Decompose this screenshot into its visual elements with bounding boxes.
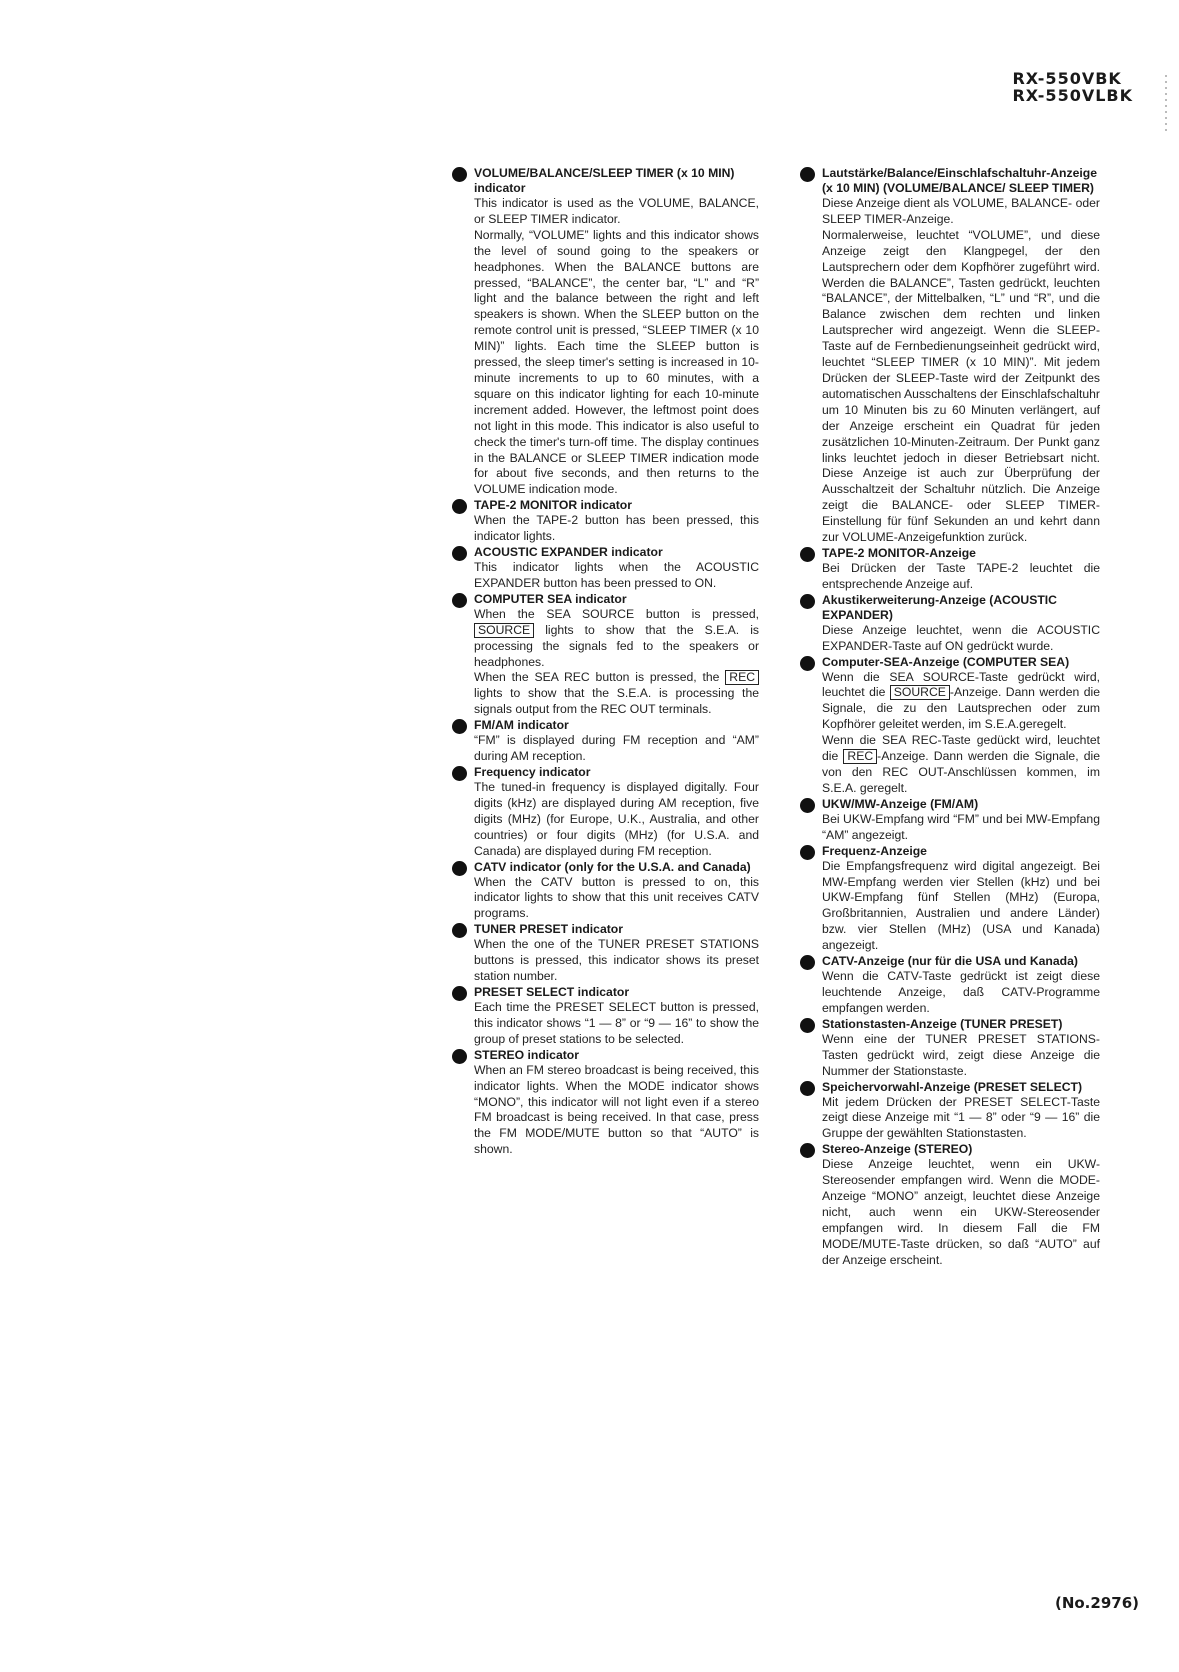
item-text: Normalerweise, leuchtet “VOLUME”, und diese Anzeige zeigt den Klangpegel, der den Lautsprechern oder dem Kopfhörer zugeführt wird. Werden die BALANCE”, Tasten gedrückt, leuchten “BALANCE”, der Mittelbalken, “L” und “R”, und die Balance zwischen dem rechten und linken Lautsprecher wird angezeigt. Wenn die SLEEP-Taste auf de Fernbedienungseinheit gedrückt wird, leuchtet “SLEEP TIMER (x 10 MIN)”. Mit jedem Drücken der SLEEP-Taste wird der Zeitpunkt des automatischen Ausschaltens der Einschlafschaltuhr um 10 Minuten bis zu 60 Minuten verlängert, auf der Anzeige erscheint ein Quadrat für jeden zusätzlichen 10-Minuten-Zeitraum. Der Punkt ganz links leuchtet jedoch in dieser Betriebsart nicht. Diese Anzeige ist auch zur Überprüfung der Ausschaltzeit der Schaltuhr nützlich. Die Anzeige zeigt die BALANCE- oder SLEEP TIMER-Einstellung für fünf Sekunden an und kehrt dann zur VOLUME-Anzeigefunktion zurück. xyxy=(822,227,1100,545)
item-title: CATV-Anzeige (nur für die USA und Kanada) xyxy=(822,954,1078,969)
item-text: When the one of the TUNER PRESET STATIONS buttons is pressed, this indicator shows its preset station number. xyxy=(474,937,759,984)
bullet-icon xyxy=(800,547,815,562)
source-indicator-box: SOURCE xyxy=(890,685,950,700)
item-text: When the CATV button is pressed to on, this indicator lights to show that this unit receives CATV programs. xyxy=(474,874,759,921)
item-text: When the SEA SOURCE button is pressed, xyxy=(474,606,759,621)
bullet-icon xyxy=(800,845,815,860)
item-text: -Anzeige. Dann werden die Signale, die von den REC OUT-Anschlüssen kommen, im S.E.A. geregelt. xyxy=(822,749,1100,795)
item-title: CATV indicator (only for the U.S.A. and Canada) xyxy=(474,859,751,874)
german-column xyxy=(800,166,1100,1269)
en-item-tape2 xyxy=(452,498,759,545)
item-text: lights to show that the S.E.A. is processing the signals fed to the speakers or headphones. xyxy=(474,622,759,669)
item-title: Frequency indicator xyxy=(474,765,591,779)
item-text: The tuned-in frequency is displayed digitally. Four digits (kHz) are displayed during AM reception, five digits (MHz) (for Europe, U.K., Australia, and other countries) or four digits (MHz) (for U.S.A. and Canada) are displayed during FM reception. xyxy=(474,780,759,858)
item-text: Wenn die CATV-Taste gedrückt ist zeigt diese leuchtende Anzeige, daß CATV-Programme empfangen werden. xyxy=(822,969,1100,1015)
edge-marks xyxy=(1165,75,1167,135)
de-item-preset-select xyxy=(800,1080,1100,1143)
bullet-icon xyxy=(452,167,467,182)
item-text: This indicator lights when the ACOUSTIC EXPANDER button has been pressed to ON. xyxy=(474,560,759,590)
en-item-frequency xyxy=(452,765,759,860)
en-item-preset-select xyxy=(452,985,759,1048)
item-title: Lautstärke/Balance/Einschlafschaltuhr-Anzeige (x 10 MIN) (VOLUME/BALANCE/ SLEEP TIMER) xyxy=(822,166,1097,195)
item-text: Each time the PRESET SELECT button is pressed, this indicator shows “1 — 8” or “9 — 16” to show the group of preset stations to be selected. xyxy=(474,999,759,1046)
item-text: Wenn die SEA REC-Taste gedückt wird, leuchtet die xyxy=(822,733,1100,764)
de-item-fmam xyxy=(800,797,1100,844)
item-title: Frequenz-Anzeige xyxy=(822,843,927,858)
item-title: Stereo-Anzeige (STEREO) xyxy=(822,1142,973,1157)
item-text: Diese Anzeige leuchtet, wenn ein UKW-Stereosender empfangen wird. Wenn die MODE-Anzeige “MONO” anzeigt, leuchtet diese Anzeige nicht, auch wenn ein UKW-Stereosender empfangen wird. In diesem Fall die FM MODE/MUTE-Taste drücken, so daß “AUTO” auf der Anzeige erscheint. xyxy=(822,1157,1100,1267)
en-item-catv xyxy=(452,860,759,923)
item-title: COMPUTER SEA indicator xyxy=(474,591,627,606)
model-number xyxy=(1012,70,1133,104)
item-text: lights to show that the S.E.A. is processing the signals output from the REC OUT terminals. xyxy=(474,686,759,717)
en-item-tuner-preset xyxy=(452,922,759,985)
model-line-1: RX-550VBK xyxy=(1012,69,1122,88)
english-column xyxy=(452,166,759,1158)
item-text: Mit jedem Drücken der PRESET SELECT-Taste zeigt diese Anzeige mit “1 — 8” oder “9 — 16” die Gruppe der gewählten Stationstasten. xyxy=(822,1094,1100,1141)
rec-indicator-box: REC xyxy=(725,670,759,685)
bullet-icon xyxy=(452,546,467,561)
item-text: Wenn die SEA SOURCE-Taste gedrückt wird, leuchtet die xyxy=(822,669,1100,700)
page-number: (No.2976) xyxy=(1054,1594,1139,1612)
item-text: Bei Drücken der Taste TAPE-2 leuchtet die entsprechende Anzeige auf. xyxy=(822,560,1100,591)
item-title: TAPE-2 MONITOR-Anzeige xyxy=(822,545,976,560)
item-text: -Anzeige. Dann werden die Signale, die zu den Lautsprechen oder zum Kopfhörer geleitet werden, im S.E.A.geregelt. xyxy=(822,685,1100,732)
bullet-icon xyxy=(452,1049,467,1064)
bullet-icon xyxy=(800,1143,815,1158)
item-title: Stationstasten-Anzeige (TUNER PRESET) xyxy=(822,1016,1063,1031)
item-text: Bei UKW-Empfang wird “FM” und bei MW-Empfang “AM” angezeigt. xyxy=(822,811,1100,842)
de-item-frequency xyxy=(800,844,1100,954)
item-title: UKW/MW-Anzeige (FM/AM) xyxy=(822,796,979,811)
source-indicator-box: SOURCE xyxy=(474,623,534,638)
bullet-icon xyxy=(452,923,467,938)
item-title: TAPE-2 MONITOR indicator xyxy=(474,498,632,513)
de-item-volume xyxy=(800,166,1100,546)
bullet-icon xyxy=(800,1081,815,1096)
item-text: Die Empfangsfrequenz wird digital angezeigt. Bei MW-Empfang werden vier Stellen (kHz) und bei UKW-Empfang fünf Stellen (MHz) (Europa, Großbritannien, Australien und andere Länder) bzw. vier Stellen (MHz) (USA und Kanada) angezeigt. xyxy=(822,858,1100,953)
item-title: Computer-SEA-Anzeige (COMPUTER SEA) xyxy=(822,654,1070,669)
en-item-fmam xyxy=(452,718,759,765)
item-text: Diese Anzeige dient als VOLUME, BALANCE- oder SLEEP TIMER-Anzeige. xyxy=(822,196,1100,226)
de-item-tape2 xyxy=(800,546,1100,593)
bullet-icon xyxy=(452,861,467,876)
item-title: FM/AM indicator xyxy=(474,718,569,733)
de-item-stereo xyxy=(800,1142,1100,1268)
bullet-icon xyxy=(452,593,467,608)
bullet-icon xyxy=(452,766,467,781)
bullet-icon xyxy=(452,986,467,1001)
item-text: When an FM stereo broadcast is being received, this indicator lights. When the MODE indicator shows “MONO”, this indicator will not light even if a stereo FM broadcast is being received. In that case, press the FM MODE/MUTE button so that “AUTO” is shown. xyxy=(474,1062,759,1157)
item-title: TUNER PRESET indicator xyxy=(474,922,623,937)
de-item-acoustic xyxy=(800,593,1100,655)
item-title: ACOUSTIC EXPANDER indicator xyxy=(474,545,663,560)
en-item-acoustic xyxy=(452,545,759,592)
bullet-icon xyxy=(800,594,815,609)
en-item-stereo xyxy=(452,1048,759,1158)
item-title: PRESET SELECT indicator xyxy=(474,984,630,999)
bullet-icon xyxy=(800,798,815,813)
item-text: This indicator is used as the VOLUME, BALANCE, or SLEEP TIMER indicator. xyxy=(474,196,759,226)
en-item-sea xyxy=(452,592,759,718)
item-text: Wenn eine der TUNER PRESET STATIONS-Tasten gedrückt wird, zeigt diese Anzeige die Nummer der Stationstaste. xyxy=(822,1031,1100,1078)
model-line-2: RX-550VLBK xyxy=(1012,86,1133,105)
de-item-catv xyxy=(800,954,1100,1017)
item-title: Speichervorwahl-Anzeige (PRESET SELECT) xyxy=(822,1079,1083,1094)
item-text: When the TAPE-2 button has been pressed, this indicator lights. xyxy=(474,513,759,544)
item-text: Normally, “VOLUME” lights and this indicator shows the level of sound going to the speakers or headphones. When the BALANCE buttons are pressed, “BALANCE”, the center bar, “L” and “R” light and the balance between the right and left speakers is shown. When the SLEEP button on the remote control unit is pressed, “SLEEP TIMER (x 10 MIN)” lights. Each time the SLEEP button is pressed, the sleep timer's setting is increased in 10-minute increments to up to 60 minutes, with a square on this indicator lighting for each 10-minute increment added. However, the leftmost point does not light in this mode. This indicator is also useful to check the timer's turn-off time. The display continues in the BALANCE or SLEEP TIMER indication mode for about five seconds, and then returns to the VOLUME indication mode. xyxy=(474,227,759,497)
bullet-icon xyxy=(452,719,467,734)
item-title: VOLUME/BALANCE/SLEEP TIMER (x 10 MIN) indicator xyxy=(474,166,735,195)
item-title: STEREO indicator xyxy=(474,1047,579,1062)
item-text: Diese Anzeige leuchtet, wenn die ACOUSTIC EXPANDER-Taste auf ON gedrückt wurde. xyxy=(822,622,1100,653)
bullet-icon xyxy=(800,656,815,671)
item-text: “FM” is displayed during FM reception and “AM” during AM reception. xyxy=(474,733,759,764)
item-title: Akustikerweiterung-Anzeige (ACOUSTIC EXPANDER) xyxy=(822,592,1057,622)
de-item-sea xyxy=(800,655,1100,797)
bullet-icon xyxy=(800,955,815,970)
rec-indicator-box: REC xyxy=(843,749,877,764)
en-item-volume xyxy=(452,166,759,498)
bullet-icon xyxy=(800,167,815,182)
bullet-icon xyxy=(800,1018,815,1033)
item-text: When the SEA REC button is pressed, the xyxy=(474,670,720,685)
de-item-tuner-preset xyxy=(800,1017,1100,1080)
bullet-icon xyxy=(452,499,467,514)
